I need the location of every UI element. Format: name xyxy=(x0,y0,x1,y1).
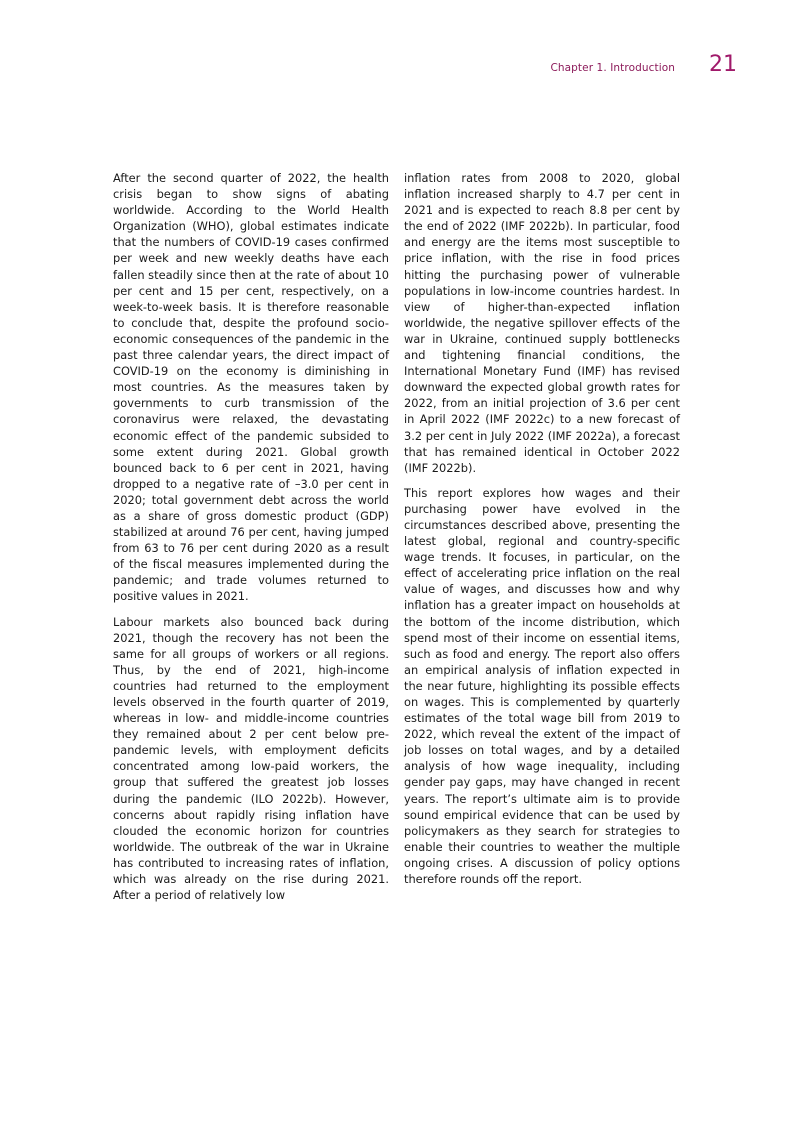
paragraph: Labour markets also bounced back during 2021, though the recovery has not been the same for all groups of workers or all regions. Thus, by the end of 2021, high-income countries had returned to the employment levels observed in the fourth quarter of 2019, whereas in low- and middle-income countries they remained about 2 per cent below pre-pandemic levels, with employment deficits concentrated among low-paid workers, the group that suffered the greatest job losses during the pandemic (ILO 2022b). However, concerns about rapidly rising inflation have clouded the economic horizon for countries worldwide. The outbreak of the war in Ukraine has contributed to increasing rates of inflation, which was already on the rise during 2021. After a period of relatively low xyxy=(113,614,389,903)
paragraph: After the second quarter of 2022, the health crisis began to show signs of abating worldwide. According to the World Health Organization (WHO), global estimates indicate that the numbers of COVID-19 cases confirmed per week and new weekly deaths have each fallen steadily since then at the rate of about 10 per cent and 15 per cent, respectively, on a week-to-week basis. It is therefore reasonable to conclude that, despite the profound socio-economic consequences of the pandemic in the past three calendar years, the direct impact of COVID-19 on the economy is diminishing in most countries. As the measures taken by governments to curb transmission of the coronavirus were relaxed, the devastating economic effect of the pandemic subsided to some extent during 2021. Global growth bounced back to 6 per cent in 2021, having dropped to a negative rate of –3.0 per cent in 2020; total government debt across the world as a share of gross domestic product (GDP) stabilized at around 76 per cent, having jumped from 63 to 76 per cent during 2020 as a result of the fiscal measures implemented during the pandemic; and trade volumes returned to positive values in 2021. xyxy=(113,171,389,604)
right-column xyxy=(404,170,680,912)
paragraph: This report explores how wages and their purchasing power have evolved in the circumstances described above, presenting the latest global, regional and country-specific wage trends. It focuses, in particular, on the effect of accelerating price inflation on the real value of wages, and discusses how and why inflation has a greater impact on households at the bottom of the income distribution, which spend most of their income on essential items, such as food and energy. The report also offers an empirical analysis of inflation expected in the near future, highlighting its possible effects on wages. This is complemented by quarterly estimates of the total wage bill from 2019 to 2022, which reveal the extent of the impact of job losses on total wages, and by a detailed analysis of how wage inequality, including gender pay gaps, may have changed in recent years. The report’s ultimate aim is to provide sound empirical evidence that can be used by policymakers as they search for strategies to enable their countries to weather the multiple ongoing crises. A discussion of policy options therefore rounds off the report. xyxy=(404,485,680,887)
running-header xyxy=(550,52,737,77)
body-text xyxy=(113,170,680,912)
paragraph: inflation rates from 2008 to 2020, global inflation increased sharply to 4.7 per cent in 2021 and is expected to reach 8.8 per cent by the end of 2022 (IMF 2022b). In particular, food and energy are the items most susceptible to price inflation, with the rise in food prices hitting the purchasing power of vulnerable populations in low-income countries hardest. In view of higher-than-expected inflation worldwide, the negative spillover effects of the war in Ukraine, continued supply bottlenecks and tightening financial conditions, the International Monetary Fund (IMF) has revised downward the expected global growth rates for 2022, from an initial projection of 3.6 per cent in April 2022 (IMF 2022c) to a new forecast of 3.2 per cent in July 2022 (IMF 2022a), a forecast that has remained identical in October 2022 (IMF 2022b). xyxy=(404,171,680,475)
chapter-title: Chapter 1. Introduction xyxy=(550,62,675,74)
left-column xyxy=(113,170,389,912)
page-number: 21 xyxy=(709,52,737,77)
